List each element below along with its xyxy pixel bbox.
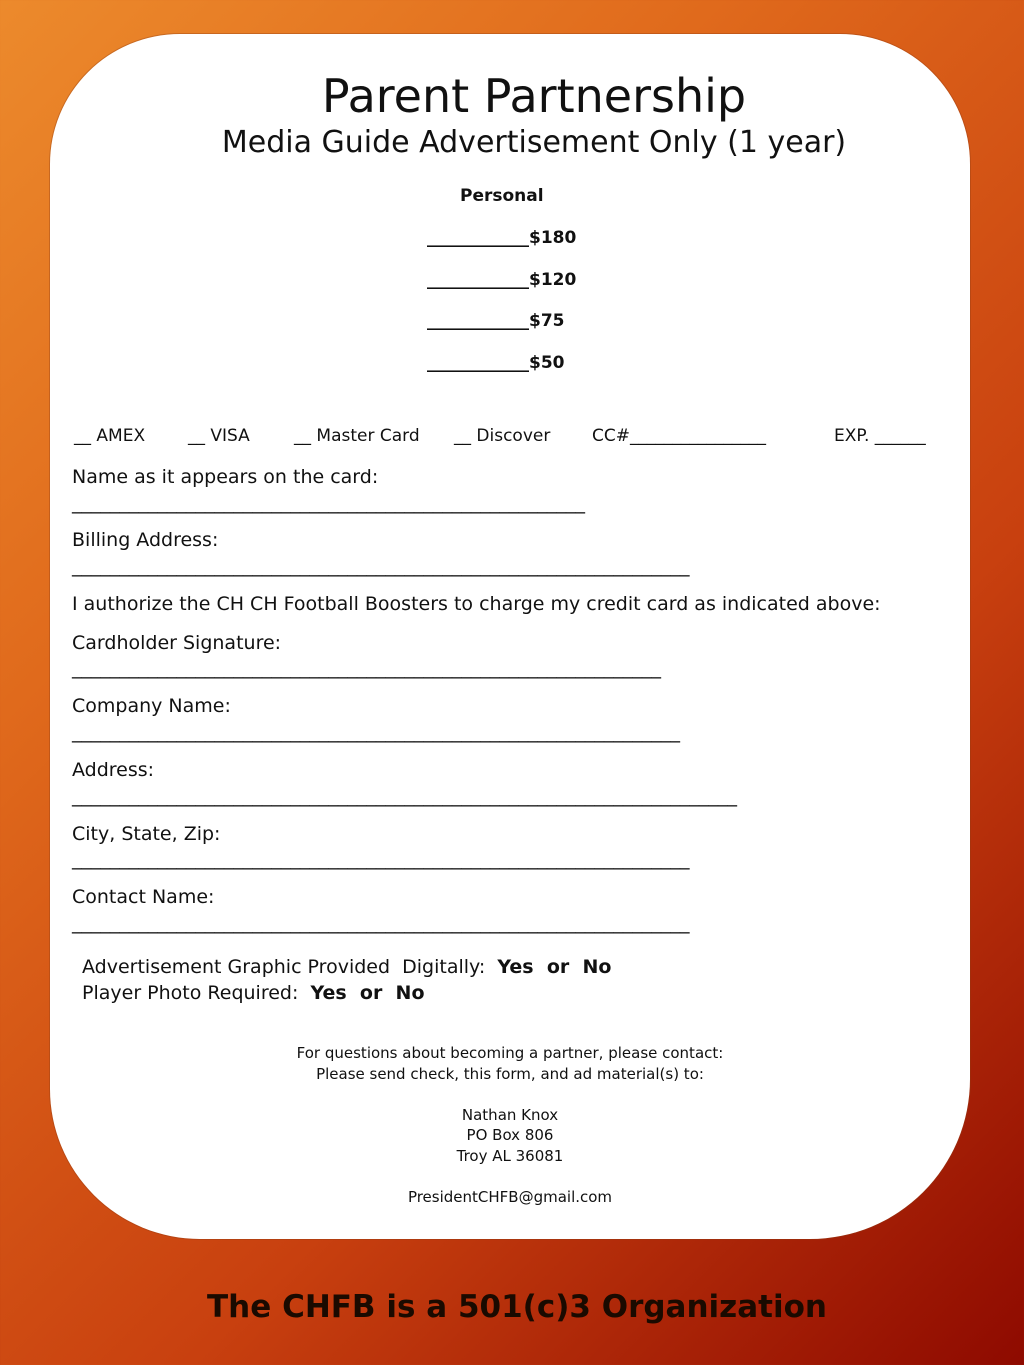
contact-po-box: PO Box 806 (466, 1126, 554, 1144)
graphic-choice[interactable]: Yes or No (497, 956, 612, 978)
visa-option[interactable]: __ VISA (188, 426, 250, 446)
billing-field[interactable]: _________________________________________________________________ (72, 555, 690, 577)
photo-choice[interactable]: Yes or No (310, 982, 425, 1004)
price-option-180[interactable]: ____________$180 (427, 228, 577, 248)
contact-city: Troy AL 36081 (456, 1147, 564, 1165)
amex-option[interactable]: __ AMEX (74, 426, 146, 446)
address-label: Address: (72, 759, 155, 781)
contact-line-1: For questions about becoming a partner, please contact: (296, 1044, 724, 1062)
exp-field[interactable]: EXP. ______ (834, 426, 926, 446)
pricing-heading: Personal (460, 186, 544, 206)
discover-option[interactable]: __ Discover (454, 426, 551, 446)
graphic-label: Advertisement Graphic Provided Digitally: (82, 956, 486, 978)
contact-email[interactable]: PresidentCHFB@gmail.com (407, 1188, 613, 1206)
company-field[interactable]: ________________________________________________________________ (72, 721, 680, 743)
signature-field[interactable]: ______________________________________________________________ (72, 657, 661, 679)
photo-label: Player Photo Required: (82, 982, 299, 1004)
contact-line-2: Please send check, this form, and ad material(s) to: (316, 1065, 704, 1083)
address-field[interactable]: ______________________________________________________________________ (72, 785, 737, 807)
price-option-50[interactable]: ____________$50 (427, 353, 565, 373)
contact-name-field[interactable]: _________________________________________________________________ (72, 912, 690, 934)
billing-label: Billing Address: (72, 529, 219, 551)
graphic-row (82, 954, 611, 980)
name-label: Name as it appears on the card: (72, 466, 379, 488)
cc-number-field[interactable]: CC#________________ (592, 426, 766, 446)
mastercard-option[interactable]: __ Master Card (294, 426, 420, 446)
contact-name: Nathan Knox (461, 1106, 559, 1124)
page-title: Parent Partnership (321, 69, 747, 123)
price-option-120[interactable]: ____________$120 (427, 270, 577, 290)
price-option-75[interactable]: ____________$75 (427, 311, 565, 331)
contact-name-label: Contact Name: (72, 886, 215, 908)
photo-row (82, 980, 425, 1006)
authorize-text: I authorize the CH CH Football Boosters to charge my credit card as indicated above: (72, 593, 881, 615)
city-state-zip-label: City, State, Zip: (72, 823, 221, 845)
name-field[interactable]: ______________________________________________________ (72, 492, 585, 514)
page-subtitle: Media Guide Advertisement Only (1 year) (221, 125, 847, 160)
signature-label: Cardholder Signature: (72, 632, 282, 654)
city-state-zip-field[interactable]: _________________________________________________________________ (72, 848, 690, 870)
company-label: Company Name: (72, 695, 231, 717)
organization-banner: The CHFB is a 501(c)3 Organization (207, 1289, 827, 1325)
